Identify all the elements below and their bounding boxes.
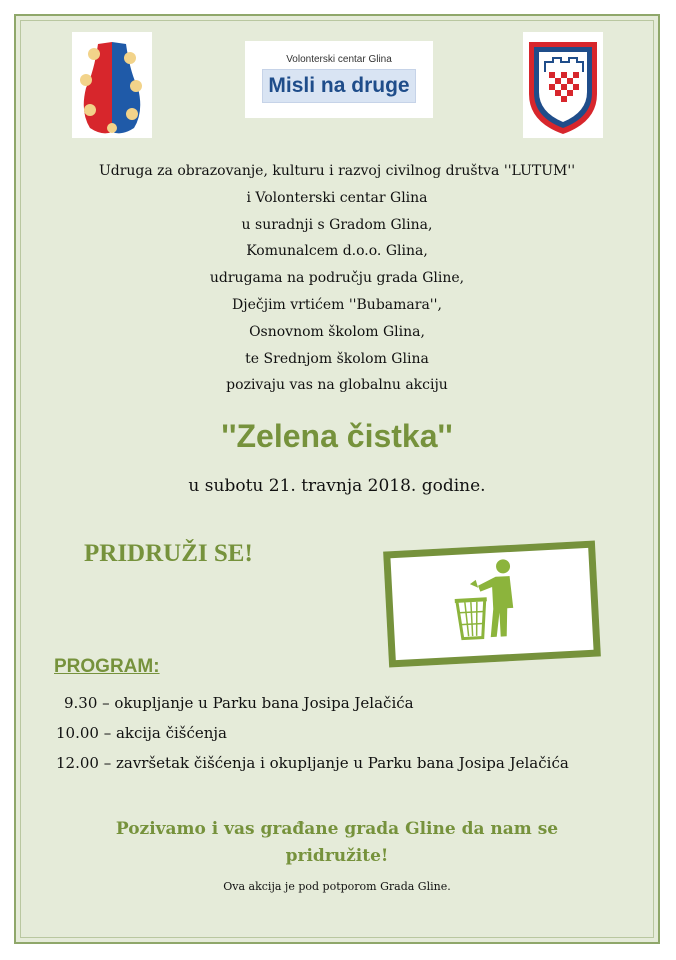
closing-line: pridružite! (285, 846, 389, 866)
volunteer-center-logo (245, 41, 433, 118)
intro-line: Dječjim vrtićem ''Bubamara'', (232, 296, 442, 313)
program-heading: PROGRAM: (54, 656, 160, 677)
intro-line: u suradnji s Gradom Glina, (241, 216, 433, 233)
intro-line: Osnovnom školom Glina, (249, 323, 425, 340)
volunteer-center-slogan: Misli na druge (262, 69, 416, 103)
event-date: u subotu 21. travnja 2018. godine. (188, 476, 486, 496)
litter-bin-icon (390, 549, 578, 647)
closing-line: Pozivamo i vas građane grada Gline da nam se (115, 819, 559, 839)
coat-of-arms (523, 32, 603, 138)
lutum-logo (72, 32, 152, 138)
intro-line: udrugama na području grada Gline, (209, 270, 465, 287)
program-item: 9.30 – okupljanje u Parku bana Josipa Jelačića (64, 694, 414, 712)
intro-line: pozivaju vas na globalnu akciju (226, 377, 448, 394)
volunteer-center-name: Volonterski centar Glina (286, 54, 392, 65)
lutum-hands-logo-icon (72, 32, 152, 138)
program-item: 12.00 – završetak čišćenja i okupljanje u Parku bana Josipa Jelačića (56, 754, 569, 772)
program-item: 10.00 – akcija čišćenja (56, 724, 227, 742)
intro-line: Komunalcem d.o.o. Glina, (246, 243, 428, 260)
litter-bin-tile (383, 541, 601, 668)
intro-text (16, 158, 658, 399)
intro-line: Udruga za obrazovanje, kulturu i razvoj civilnog društva ''LUTUM'' (98, 163, 576, 179)
intro-line: te Srednjom školom Glina (245, 350, 429, 367)
intro-line: i Volonterski centar Glina (246, 189, 428, 206)
event-title: ''Zelena čistka'' (221, 418, 453, 454)
poster (14, 14, 660, 944)
glina-coat-of-arms-icon (523, 32, 603, 138)
join-heading: PRIDRUŽI SE! (84, 540, 253, 567)
closing-invitation (56, 816, 618, 870)
support-note: Ova akcija je pod potporom Grada Gline. (223, 880, 451, 893)
